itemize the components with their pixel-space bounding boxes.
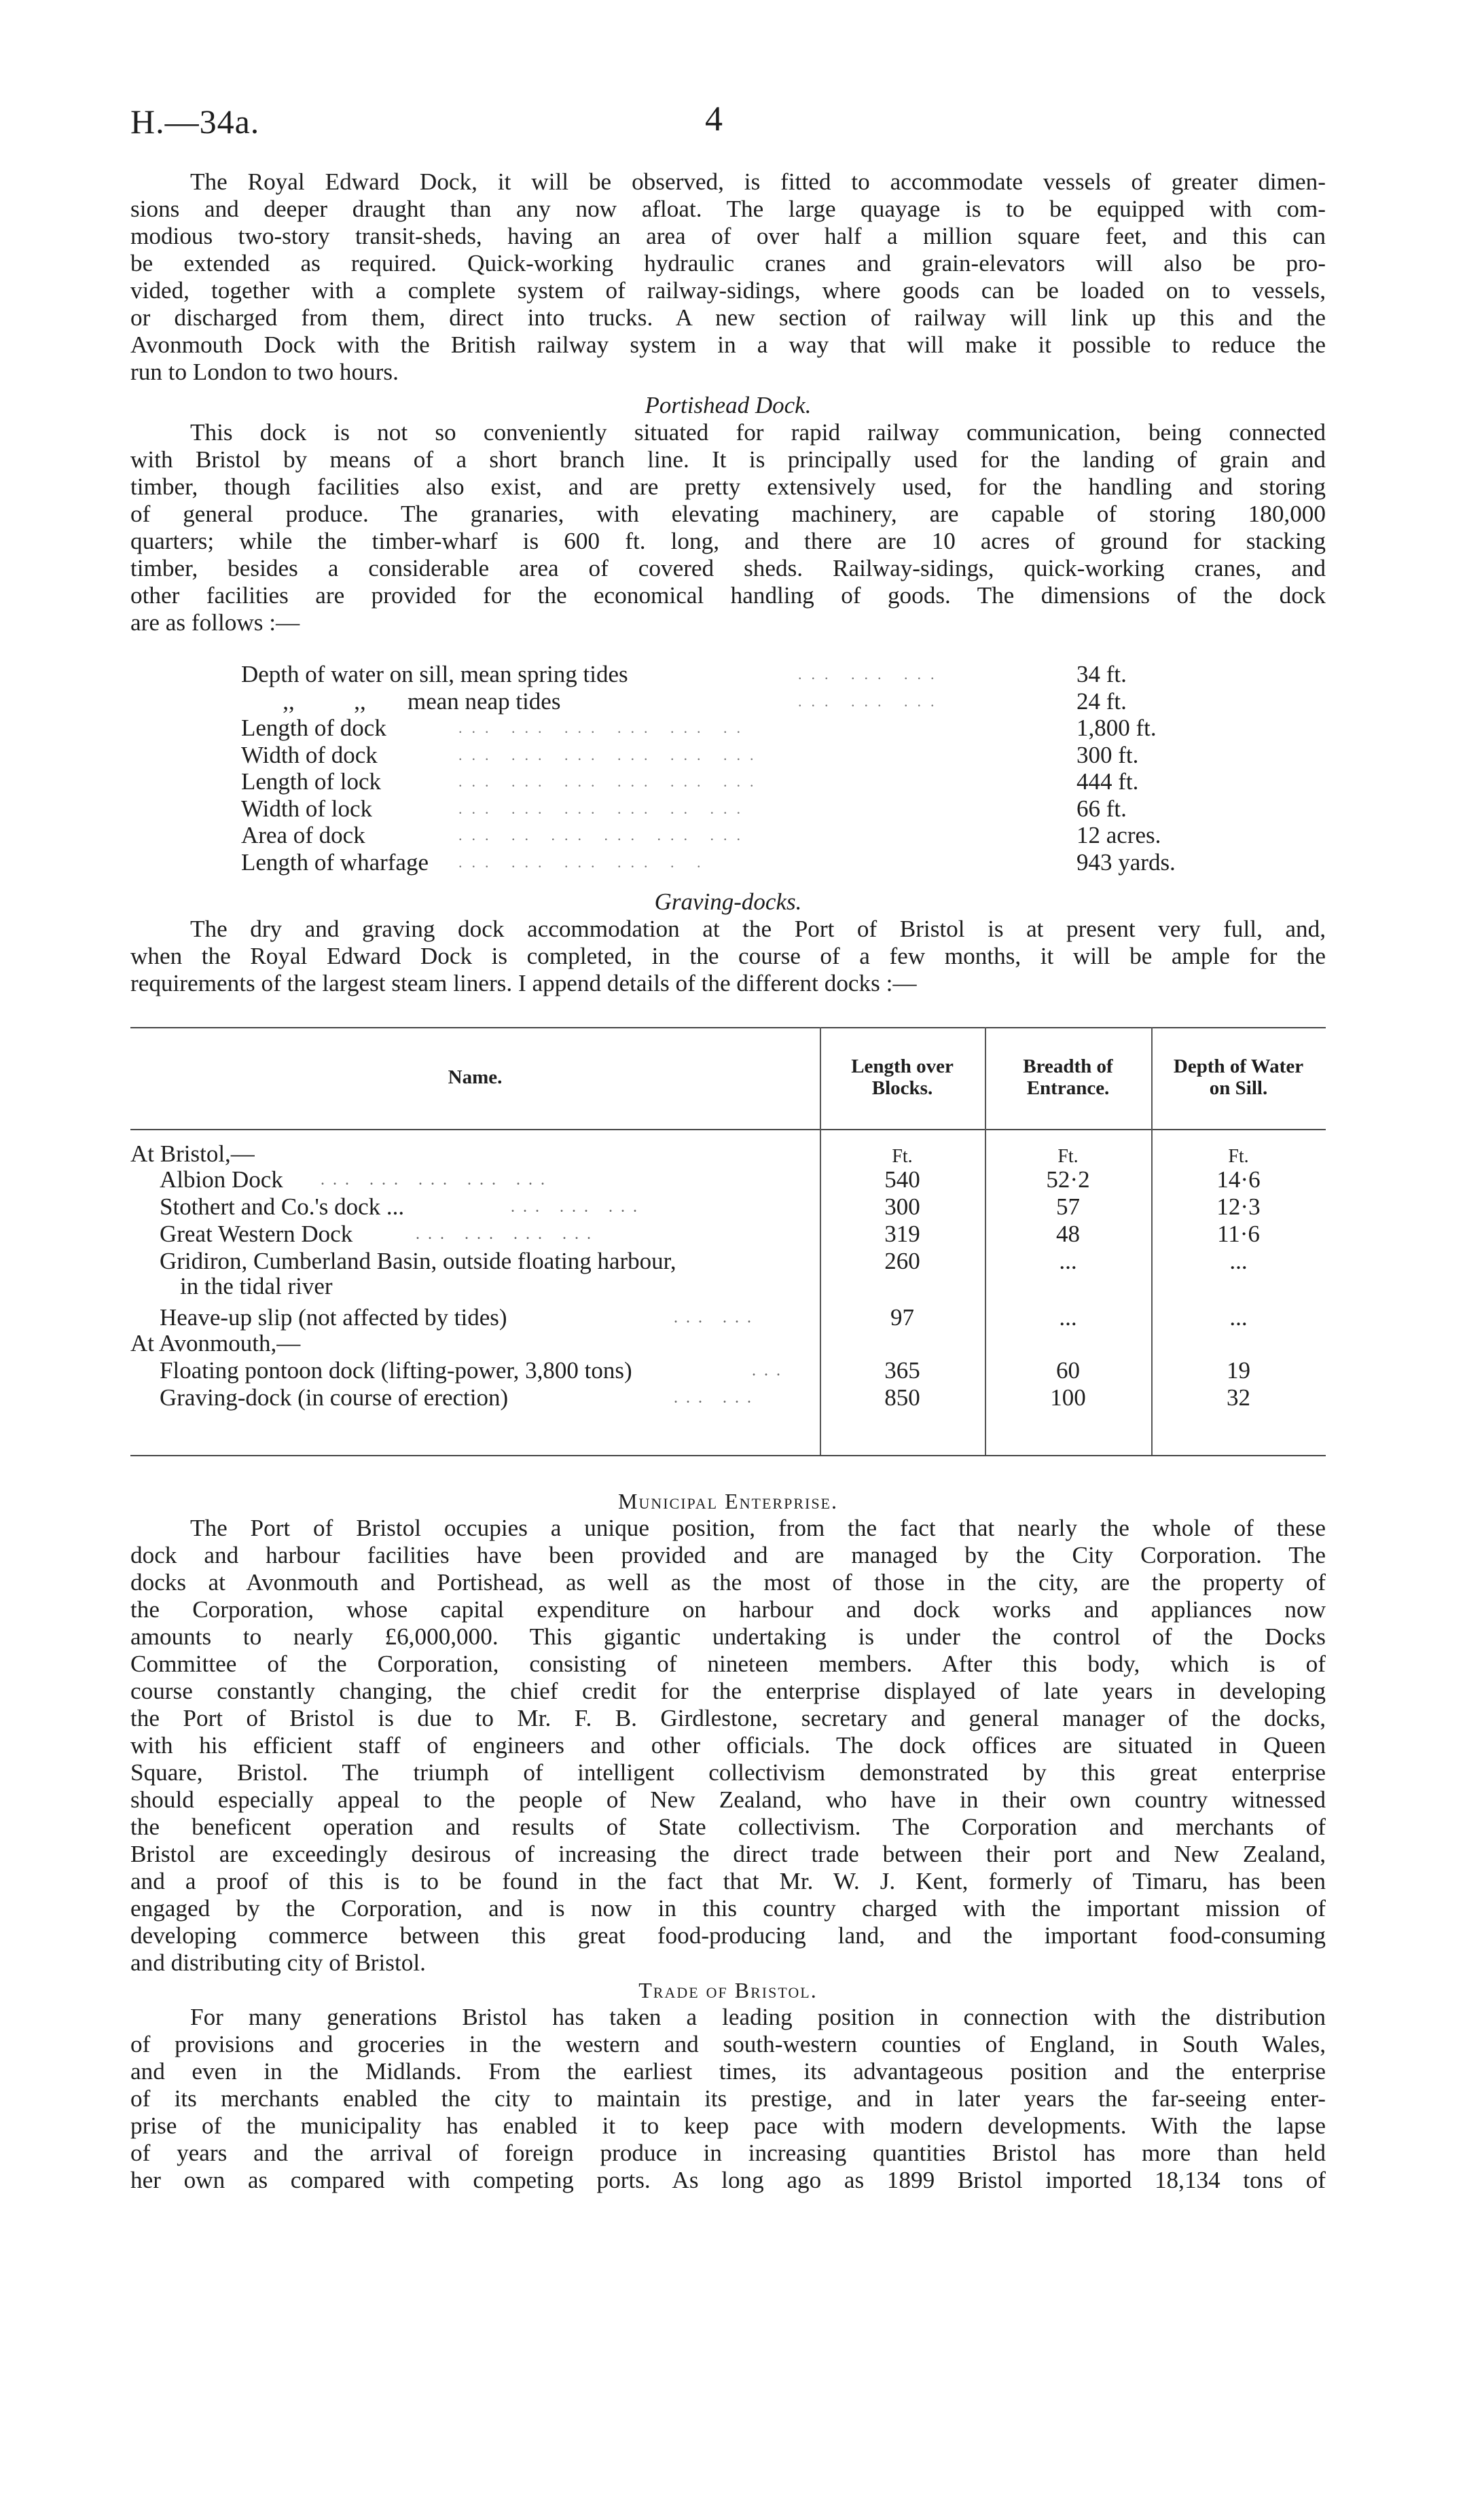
leader-dots: ... ... ... ... . . (458, 853, 710, 871)
text-line: with his efficient staff of engineers and other officials. The dock offices are situated in Queen (130, 1732, 1326, 1759)
text-line: and even in the Midlands. From the earliest times, its advantageous position and the enterprise (130, 2058, 1326, 2085)
dimension-label: Depth of water on sill, mean spring tides (241, 661, 628, 687)
table-row (130, 1384, 1326, 1411)
text-line: of general produce. The granaries, with elevating machinery, are capable of storing 180,000 (130, 501, 1326, 527)
text-line: prise of the municipality has enabled it to keep pace with modern developments. With the lapse (130, 2112, 1326, 2139)
text-line: sions and deeper draught than any now afloat. The large quayage is to be equipped with com- (130, 196, 1326, 222)
text-line: when the Royal Edward Dock is completed, in the course of a few months, it will be ample for the (130, 943, 1326, 969)
cell-length: 850 (884, 1384, 920, 1411)
dimension-row (241, 822, 1226, 849)
text-line: timber, though facilities also exist, and are pretty extensively used, for the handling and storing (130, 473, 1326, 500)
text-line: Bristol are exceedingly desirous of increasing the direct trade between their port and New Zealand, (130, 1841, 1326, 1867)
text-line: run to London to two hours. (130, 359, 399, 385)
text-line: should especially appeal to the people of New Zealand, who have in their own country witnessed (130, 1786, 1326, 1813)
column-header-depth (1151, 1056, 1326, 1099)
header-line: Depth of Water (1173, 1056, 1304, 1077)
text-line: or discharged from them, direct into trucks. A new section of railway will link up this and the (130, 304, 1326, 331)
table-rule (130, 1455, 1326, 1456)
table-row (130, 1193, 1326, 1221)
text-line: developing commerce between this great food-producing land, and the important food-consuming (130, 1922, 1326, 1949)
text-line: and distributing city of Bristol. (130, 1949, 426, 1976)
cell-depth: 19 (1227, 1357, 1250, 1384)
text-line: of its merchants enabled the city to maintain its prestige, and in later years the far-seeing enter- (130, 2085, 1326, 2112)
text-line: Square, Bristol. The triumph of intelligent collectivism demonstrated by this great enterprise (130, 1759, 1326, 1786)
row-name: Floating pontoon dock (lifting-power, 3,800 tons) (160, 1357, 632, 1384)
section-heading: Trade of Bristol. (638, 1978, 818, 2002)
text-line: other facilities are provided for the economical handling of goods. The dimensions of the dock (130, 582, 1326, 609)
dimension-label: Width of lock (241, 795, 372, 822)
section-heading: Portishead Dock. (645, 392, 812, 418)
row-name: Stothert and Co.'s dock ... (160, 1193, 405, 1220)
text-line: docks at Avonmouth and Portishead, as well as the most of those in the city, are the property of (130, 1569, 1326, 1596)
dimension-row (241, 661, 1226, 688)
text-line: amounts to nearly £6,000,000. This gigantic undertaking is under the control of the Docks (130, 1623, 1326, 1650)
text-line: For many generations Bristol has taken a leading position in connection with the distribution (190, 2004, 1326, 2030)
text-line: the beneficent operation and results of State collectivism. The Corporation and merchants of (130, 1814, 1326, 1840)
cell-breadth: ... (1059, 1304, 1077, 1331)
cell-depth: ... (1229, 1304, 1248, 1331)
dimension-label: Area of dock (241, 822, 365, 848)
cell-length: 540 (884, 1166, 920, 1193)
dimension-row (241, 768, 1226, 795)
section-heading: Graving-docks. (654, 888, 802, 915)
text-line: modious two-story transit-sheds, having an area of over half a million square feet, and this can (130, 223, 1326, 249)
table-rule (130, 1129, 1326, 1130)
table-row (130, 1248, 1326, 1275)
cell-depth: 32 (1227, 1384, 1250, 1411)
dimension-label: ,, ,, mean neap tides (241, 687, 561, 715)
intro-paragraph (130, 168, 1326, 386)
leader-dots: ... ... ... (798, 666, 944, 683)
municipal-enterprise-section (130, 1488, 1326, 1977)
dimension-label: Length of dock (241, 715, 386, 741)
table-row (130, 1304, 1326, 1331)
column-header-breadth (985, 1056, 1151, 1099)
cell-length: Ft. (892, 1146, 913, 1167)
text-line: The dry and graving dock accommodation at the Port of Bristol is at present very full, and, (190, 916, 1326, 942)
page-number: 4 (705, 100, 723, 139)
trade-of-bristol-section (130, 1977, 1326, 2194)
portishead-section (130, 392, 1326, 636)
cell-depth: ... (1229, 1248, 1248, 1274)
table-rule (130, 1027, 1326, 1028)
text-line: The Port of Bristol occupies a unique position, from the fact that nearly the whole of these (190, 1515, 1326, 1541)
dimension-value: 66 ft. (1070, 795, 1226, 823)
cell-depth: 12·3 (1216, 1193, 1261, 1220)
dimension-value: 943 yards. (1070, 849, 1226, 876)
text-line: the Port of Bristol is due to Mr. F. B. Girdlestone, secretary and general manager of the docks, (130, 1705, 1326, 1731)
cell-depth: 11·6 (1217, 1221, 1260, 1247)
table-row (130, 1273, 1326, 1300)
column-header-length (820, 1056, 985, 1099)
leader-dots: ... ... ... ... (416, 1225, 599, 1243)
cell-length: 365 (884, 1357, 920, 1384)
document-reference: H.—34a. (130, 103, 260, 141)
text-line: requirements of the largest steam liners. I append details of the different docks :— (130, 970, 917, 996)
cell-depth: Ft. (1228, 1146, 1249, 1167)
dimension-value: 34 ft. (1070, 661, 1226, 688)
cell-length: 97 (890, 1304, 914, 1331)
text-line: are as follows :— (130, 609, 300, 636)
table-row (130, 1357, 1326, 1384)
dimension-label: Width of dock (241, 741, 378, 768)
section-heading: Municipal Enterprise. (618, 1489, 838, 1513)
row-name: Albion Dock (160, 1166, 283, 1193)
cell-breadth: 48 (1056, 1221, 1080, 1247)
text-line: of provisions and groceries in the western and south-western counties of England, in South Wales, (130, 2031, 1326, 2057)
text-line: Committee of the Corporation, consisting of nineteen members. After this body, which is of (130, 1651, 1326, 1677)
dock-dimensions-list (241, 661, 1226, 876)
cell-depth: 14·6 (1216, 1166, 1261, 1193)
dimension-row (241, 715, 1226, 742)
dimension-value: 300 ft. (1070, 742, 1226, 769)
dimension-label: Length of lock (241, 768, 382, 795)
header-line: on Sill. (1209, 1077, 1268, 1099)
text-line: the Corporation, whose capital expenditure on harbour and dock works and appliances now (130, 1596, 1326, 1623)
cell-breadth: Ft. (1057, 1146, 1079, 1167)
text-line: course constantly changing, the chief credit for the enterprise displayed of late years in developing (130, 1678, 1326, 1704)
leader-dots: ... ... (674, 1389, 759, 1407)
text-line: be extended as required. Quick-working hydraulic cranes and grain-elevators will also be pro- (130, 250, 1326, 276)
dimension-value: 444 ft. (1070, 768, 1226, 795)
dimension-row (241, 795, 1226, 823)
table-row (130, 1330, 1326, 1357)
dimension-value: 1,800 ft. (1070, 715, 1226, 742)
text-line: The Royal Edward Dock, it will be observed, is fitted to accommodate vessels of greater dimen- (190, 168, 1326, 195)
row-name: Graving-dock (in course of erection) (160, 1384, 509, 1411)
leader-dots: ... ... (674, 1309, 759, 1327)
cell-breadth: 100 (1050, 1384, 1086, 1411)
leader-dots: ... (752, 1362, 789, 1380)
header-line: Blocks. (871, 1077, 933, 1099)
leader-dots: ... ... ... ... .. ... (458, 799, 750, 817)
row-name: Gridiron, Cumberland Basin, outside floating harbour, (160, 1248, 676, 1274)
dimension-value: 12 acres. (1070, 822, 1226, 849)
dimension-row (241, 688, 1226, 715)
text-line: dock and harbour facilities have been provided and are managed by the City Corporation. The (130, 1542, 1326, 1568)
text-line: vided, together with a complete system of railway-sidings, where goods can be loaded on to vessels, (130, 277, 1326, 304)
text-line: Avonmouth Dock with the British railway system in a way that will make it possible to reduce the (130, 331, 1326, 358)
leader-dots: ... ... ... ... ... (321, 1171, 553, 1189)
column-header-name: Name. (448, 1066, 503, 1088)
dimension-row (241, 849, 1226, 876)
text-line: with Bristol by means of a short branch line. It is principally used for the landing of grain and (130, 446, 1326, 473)
leader-dots: ... .. ... ... ... ... (458, 827, 750, 844)
dimension-row (241, 742, 1226, 769)
leader-dots: ... ... ... ... ... ... (458, 746, 763, 763)
table-row (130, 1221, 1326, 1248)
cell-length: 319 (884, 1221, 920, 1247)
cell-breadth: 60 (1056, 1357, 1080, 1384)
table-row (130, 1166, 1326, 1193)
table-row (130, 1140, 1326, 1168)
dimension-label: Length of wharfage (241, 848, 429, 876)
row-name: in the tidal river (180, 1273, 333, 1299)
header-line: Length over (851, 1056, 954, 1077)
row-name: At Avonmouth,— (130, 1330, 301, 1356)
text-line: This dock is not so conveniently situated for rapid railway communication, being connected (190, 419, 1326, 446)
cell-length: 260 (884, 1248, 920, 1274)
cell-length: 300 (884, 1193, 920, 1220)
graving-docks-section (130, 888, 1326, 997)
row-name: Heave-up slip (not affected by tides) (160, 1304, 507, 1331)
row-name: At Bristol,— (130, 1140, 255, 1167)
text-line: timber, besides a considerable area of covered sheds. Railway-sidings, quick-working cranes, and (130, 555, 1326, 581)
text-line: of years and the arrival of foreign produce in increasing quantities Bristol has more than held (130, 2140, 1326, 2166)
leader-dots: ... ... ... ... ... ... (458, 773, 763, 790)
leader-dots: ... ... ... ... ... .. (458, 719, 750, 736)
cell-breadth: 52·2 (1046, 1166, 1090, 1193)
text-line: and a proof of this is to be found in the fact that Mr. W. J. Kent, formerly of Timaru, has been (130, 1868, 1326, 1894)
dimension-value: 24 ft. (1070, 688, 1226, 715)
text-line: her own as compared with competing ports. As long ago as 1899 Bristol imported 18,134 tons of (130, 2167, 1326, 2193)
row-name: Great Western Dock (160, 1221, 353, 1247)
leader-dots: ... ... ... (798, 692, 944, 710)
graving-docks-table (130, 1027, 1326, 1455)
cell-breadth: 57 (1056, 1193, 1080, 1220)
header-line: Breadth of (1023, 1056, 1113, 1077)
header-line: Entrance. (1026, 1077, 1110, 1099)
cell-breadth: ... (1059, 1248, 1077, 1274)
leader-dots: ... ... ... (511, 1198, 645, 1216)
text-line: engaged by the Corporation, and is now in this country charged with the important mission of (130, 1895, 1326, 1922)
text-line: quarters; while the timber-wharf is 600 ft. long, and there are 10 acres of ground for stacking (130, 528, 1326, 554)
